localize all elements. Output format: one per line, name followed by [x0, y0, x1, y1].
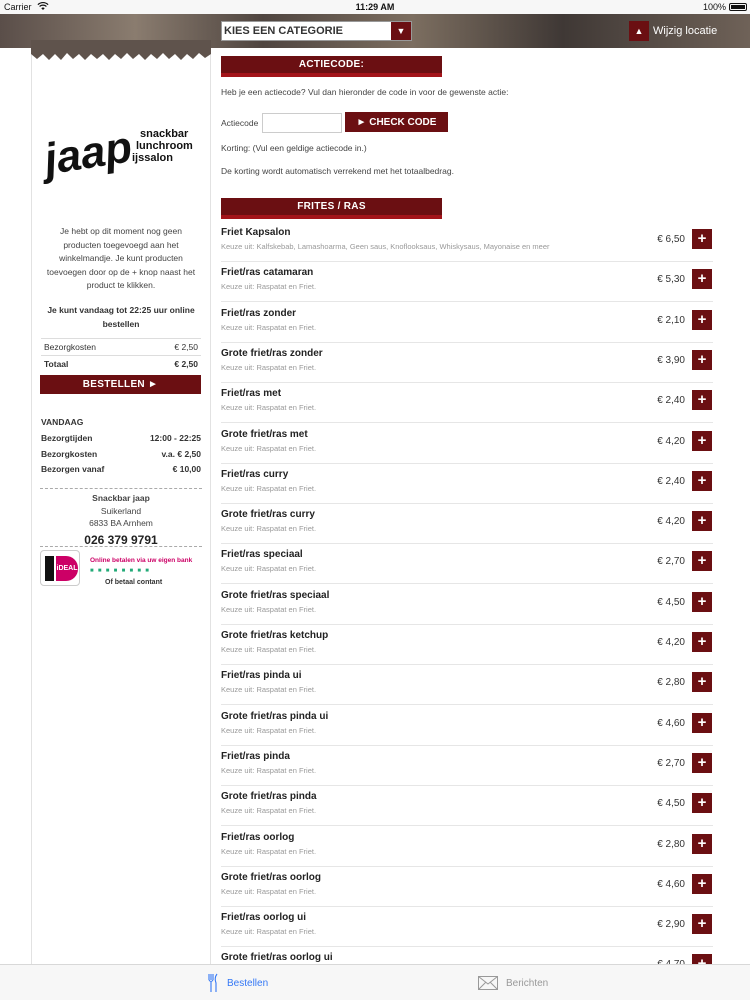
divider — [40, 488, 202, 489]
envelope-icon — [478, 976, 498, 990]
product-options: Keuze uit: Raspatat en Friet. — [221, 645, 317, 654]
product-name: Grote friet/ras speciaal — [221, 589, 330, 601]
add-to-cart-button[interactable]: + — [692, 713, 712, 733]
product-name: Friet/ras pinda ui — [221, 670, 302, 682]
fries-section-header: FRITES / RAS — [221, 198, 442, 219]
cutlery-icon — [207, 973, 219, 993]
product-options: Keuze uit: Raspatat en Friet. — [221, 765, 317, 775]
product-name: Grote friet/ras oorlog — [221, 871, 322, 883]
delivery-cost-row — [41, 338, 201, 355]
shop-name: Snackbar jaap — [92, 493, 150, 503]
product-name: Friet/ras oorlog ui — [221, 912, 307, 924]
product-row — [221, 303, 713, 343]
product-name: Friet/ras pinda — [221, 750, 290, 762]
torn-paper-edge — [31, 40, 211, 76]
delivery-times-row — [41, 433, 201, 449]
product-row — [221, 262, 713, 302]
product-row — [221, 343, 713, 383]
product-name: Friet Kapsalon — [221, 227, 291, 238]
product-name: Grote friet/ras met — [221, 428, 308, 440]
product-row — [221, 665, 713, 705]
svg-text:snackbar: snackbar — [140, 128, 189, 140]
product-name: Grote friet/ras pinda ui — [221, 710, 329, 722]
product-row — [221, 746, 713, 786]
tab-label: Berichten — [506, 977, 549, 989]
add-to-cart-button[interactable]: + — [692, 431, 712, 451]
add-to-cart-button[interactable]: + — [692, 672, 712, 692]
promo-intro-text: Heb je een actiecode? Vul dan hieronder de code in voor de gewenste actie: — [221, 87, 509, 97]
add-to-cart-button[interactable]: + — [692, 551, 712, 571]
svg-text:jaap: jaap — [40, 122, 136, 184]
product-options: Keuze uit: Raspatat en Friet. — [221, 806, 317, 816]
product-price: € 2,40 — [657, 395, 685, 407]
clock: 11:29 AM — [355, 2, 395, 12]
product-options: Keuze uit: Raspatat en Friet. — [221, 846, 317, 856]
category-select[interactable] — [221, 21, 412, 41]
product-name: Grote friet/ras oorlog ui — [221, 952, 333, 964]
product-row — [221, 827, 713, 867]
product-row — [221, 867, 713, 907]
info-label: Bezorgkosten — [41, 448, 98, 459]
product-row — [221, 544, 713, 584]
product-name: Friet/ras curry — [221, 468, 289, 480]
product-price: € 2,70 — [657, 556, 685, 568]
shop-street: Suikerland — [100, 505, 142, 516]
promo-code-label: Actiecode — [221, 118, 259, 128]
svg-text:ijssalon: ijssalon — [132, 152, 173, 164]
product-price: € 4,60 — [657, 717, 685, 729]
product-options: Keuze uit: Raspatat en Friet. — [221, 443, 317, 453]
ideal-logo: iDEAL — [40, 550, 80, 586]
minimum-order-row — [41, 464, 201, 480]
product-options: Keuze uit: Raspatat en Friet. — [221, 725, 317, 735]
add-to-cart-button[interactable]: + — [692, 874, 712, 894]
add-to-cart-button[interactable]: + — [692, 592, 712, 612]
info-value: v.a. € 2,50 — [161, 448, 201, 459]
add-to-cart-button[interactable]: + — [692, 753, 712, 773]
product-options: Keuze uit: Raspatat en Friet. — [221, 927, 317, 937]
product-price: € 4,50 — [657, 596, 685, 608]
product-options: Keuze uit: Raspatat en Friet. — [221, 685, 317, 695]
product-row — [221, 424, 713, 464]
summary-value: € 2,50 — [174, 342, 198, 352]
promo-code-input[interactable] — [262, 113, 342, 133]
product-price: € 3,90 — [657, 354, 685, 366]
product-row — [221, 625, 713, 665]
product-options: Keuze uit: Kalfskebab, Lamashoarma, Geen saus, Knoflooksaus, Whiskysaus, Mayonaise en meer — [221, 242, 550, 251]
change-location-button[interactable] — [629, 21, 717, 41]
product-price: € 4,50 — [657, 798, 685, 810]
summary-label: Totaal — [44, 359, 69, 369]
product-price: € 4,60 — [657, 878, 685, 890]
product-options: Keuze uit: Raspatat en Friet. — [221, 886, 317, 896]
product-row — [221, 222, 713, 262]
battery-icon — [729, 3, 747, 11]
product-name: Friet/ras oorlog — [221, 831, 295, 843]
divider — [40, 546, 202, 547]
product-price: € 6,50 — [657, 234, 685, 245]
category-select-value: KIES EEN CATEGORIE — [224, 25, 343, 37]
shop-city: 6833 BA Arnhem — [89, 518, 153, 528]
add-to-cart-button[interactable]: + — [692, 511, 712, 531]
add-to-cart-button[interactable]: + — [692, 350, 712, 370]
summary-label: Bezorgkosten — [44, 342, 96, 352]
product-options: Keuze uit: Raspatat en Friet. — [221, 322, 317, 332]
caret-down-icon[interactable]: ▼ — [391, 22, 411, 40]
today-title: VANDAAG — [41, 417, 84, 427]
tab-bestellen[interactable] — [207, 965, 268, 1001]
info-value: 12:00 - 22:25 — [149, 433, 201, 443]
product-price: € 4,20 — [657, 516, 685, 528]
total-row — [41, 355, 201, 372]
product-row — [221, 464, 713, 504]
add-to-cart-button[interactable]: + — [692, 269, 712, 289]
order-until-text: Je kunt vandaag tot 22:25 uur online bestellen — [47, 305, 195, 329]
product-row — [221, 786, 713, 826]
discount-status-text: Korting: (Vul een geldige actiecode in.) — [221, 143, 367, 153]
shop-phone[interactable]: 026 379 9791 — [84, 532, 158, 547]
product-price: € 2,90 — [657, 919, 685, 931]
product-options: Keuze uit: Raspatat en Friet. — [221, 362, 317, 372]
product-name: Grote friet/ras curry — [221, 509, 315, 521]
add-to-cart-button[interactable]: + — [692, 310, 712, 330]
order-button[interactable]: BESTELLEN ► — [40, 375, 201, 394]
add-to-cart-button[interactable]: + — [692, 632, 712, 652]
battery-percentage: 100% — [702, 2, 726, 12]
product-name: Grote friet/ras ketchup — [221, 630, 329, 641]
caret-up-icon[interactable]: ▲ — [629, 21, 649, 41]
ideal-text: Online betalen via uw eigen bank — [90, 557, 193, 564]
product-options: Keuze uit: Raspatat en Friet. — [221, 604, 317, 614]
tab-bar — [0, 964, 750, 1000]
product-name: Grote friet/ras zonder — [221, 347, 323, 359]
product-options: Keuze uit: Raspatat en Friet. — [221, 403, 317, 413]
add-to-cart-button[interactable]: + — [692, 914, 712, 934]
product-row — [221, 907, 713, 947]
product-name: Friet/ras met — [221, 388, 282, 400]
promo-section-header: ACTIECODE: — [221, 56, 442, 77]
bank-logos-icon: ■ ■ ■ ■ ■ ■ ■ ■ — [90, 568, 151, 574]
svg-text:lunchroom: lunchroom — [136, 140, 193, 152]
jaap-logo — [40, 120, 205, 184]
product-name: Grote friet/ras pinda — [221, 791, 317, 803]
product-price: € 2,80 — [657, 677, 685, 689]
cash-payment-text: Of betaal contant — [105, 579, 163, 586]
product-options: Keuze uit: Raspatat en Friet. — [221, 282, 317, 292]
product-name: Friet/ras catamaran — [221, 267, 314, 279]
delivery-costs-row — [41, 449, 201, 465]
product-price: € 4,20 — [657, 637, 685, 648]
product-price: € 2,80 — [657, 838, 685, 850]
today-info — [41, 417, 201, 480]
product-name: Friet/ras speciaal — [221, 549, 303, 561]
add-to-cart-button[interactable]: + — [692, 793, 712, 813]
product-options: Keuze uit: Raspatat en Friet. — [221, 564, 317, 574]
change-location-label[interactable]: Wijzig locatie — [653, 25, 718, 37]
product-options: Keuze uit: Raspatat en Friet. — [221, 483, 317, 493]
product-price: € 2,40 — [657, 475, 685, 487]
shop-address — [40, 492, 202, 548]
add-to-cart-button[interactable]: + — [692, 834, 712, 854]
info-label: Bezorgen vanaf — [41, 464, 105, 474]
product-price: € 4,20 — [657, 435, 685, 447]
product-row — [221, 585, 713, 625]
add-to-cart-button[interactable]: + — [692, 390, 712, 410]
cart-summary — [41, 338, 201, 372]
product-options: Keuze uit: Raspatat en Friet. — [221, 524, 317, 534]
tab-label: Bestellen — [227, 977, 269, 989]
add-to-cart-button[interactable]: + — [692, 471, 712, 491]
discount-note: De korting wordt automatisch verrekend met het totaalbedrag. — [221, 166, 454, 176]
ideal-payment-banner — [40, 550, 202, 588]
empty-cart-message: Je hebt op dit moment nog geen producten toegevoegd aan het winkelmandje. Je kunt producten toevoegen door op de + knop naast het product te klikken. — [46, 226, 196, 290]
product-row — [221, 383, 713, 423]
product-row — [221, 706, 713, 746]
product-price: € 2,70 — [657, 757, 685, 769]
info-value: € 10,00 — [172, 464, 201, 474]
check-code-button[interactable]: ► CHECK CODE — [345, 112, 448, 132]
tab-berichten[interactable] — [478, 965, 548, 1001]
summary-value: € 2,50 — [174, 359, 198, 369]
product-name: Friet/ras zonder — [221, 307, 297, 319]
add-to-cart-button[interactable]: + — [692, 229, 712, 249]
info-label: Bezorgtijden — [41, 433, 93, 443]
status-bar — [0, 0, 750, 14]
carrier-label: Carrier — [4, 2, 32, 12]
product-row — [221, 504, 713, 544]
product-price: € 5,30 — [657, 274, 685, 286]
product-price: € 2,10 — [657, 314, 685, 326]
